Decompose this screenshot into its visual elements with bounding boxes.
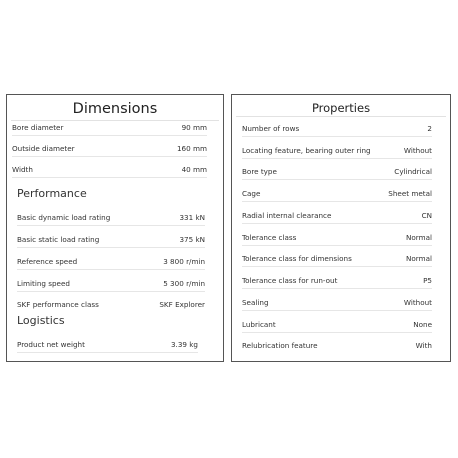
- row-divider: [242, 266, 432, 267]
- row-divider: [17, 247, 205, 248]
- property-label: Relubrication feature: [242, 341, 318, 350]
- divider: [236, 116, 446, 117]
- property-value: CN: [421, 211, 432, 220]
- spec-label: Reference speed: [17, 257, 78, 266]
- property-value: P5: [423, 276, 432, 285]
- spec-value: 40 mm: [181, 165, 207, 174]
- spec-label: Width: [12, 165, 33, 174]
- property-value: Without: [403, 146, 432, 155]
- spec-value: 375 kN: [179, 235, 205, 244]
- row-divider: [242, 332, 432, 333]
- property-label: Sealing: [242, 298, 269, 307]
- property-value: With: [415, 341, 432, 350]
- dimensions-panel: [6, 94, 224, 362]
- performance-heading: Performance: [17, 187, 87, 200]
- properties-title: Properties: [311, 101, 371, 115]
- property-label: Cage: [242, 189, 261, 198]
- property-label: Bore type: [242, 167, 277, 176]
- row-divider: [17, 291, 205, 292]
- spec-value: 90 mm: [181, 123, 207, 132]
- property-value: 2: [427, 124, 432, 133]
- spec-label: Basic static load rating: [17, 235, 100, 244]
- dimensions-title: Dimensions: [72, 101, 158, 117]
- row-divider: [242, 223, 432, 224]
- spec-label: Basic dynamic load rating: [17, 213, 111, 222]
- row-divider: [17, 225, 205, 226]
- property-label: Tolerance class: [242, 233, 297, 242]
- property-label: Radial internal clearance: [242, 211, 332, 220]
- property-value: Normal: [405, 254, 432, 263]
- property-value: Normal: [405, 233, 432, 242]
- row-divider: [17, 269, 205, 270]
- spec-value: 3 800 r/min: [163, 257, 205, 266]
- spec-value: 3.39 kg: [170, 340, 198, 349]
- row-divider: [12, 135, 207, 136]
- property-label: Locating feature, bearing outer ring: [242, 146, 371, 155]
- spec-value: 160 mm: [176, 144, 207, 153]
- row-divider: [12, 177, 207, 178]
- spec-label: Bore diameter: [12, 123, 64, 132]
- property-value: Without: [403, 298, 432, 307]
- row-divider: [242, 201, 432, 202]
- spec-label: SKF performance class: [17, 300, 99, 309]
- row-divider: [242, 288, 432, 289]
- property-label: Lubricant: [242, 320, 276, 329]
- row-divider: [242, 310, 432, 311]
- row-divider: [242, 179, 432, 180]
- spec-value: 331 kN: [179, 213, 205, 222]
- properties-panel: [231, 94, 451, 362]
- spec-label: Outside diameter: [12, 144, 75, 153]
- row-divider: [242, 158, 432, 159]
- divider: [11, 120, 219, 121]
- spec-value: SKF Explorer: [159, 300, 205, 309]
- row-divider: [17, 352, 198, 353]
- row-divider: [242, 245, 432, 246]
- spec-label: Product net weight: [17, 340, 85, 349]
- row-divider: [242, 136, 432, 137]
- property-label: Tolerance class for dimensions: [242, 254, 352, 263]
- row-divider: [12, 156, 207, 157]
- logistics-heading: Logistics: [17, 314, 65, 327]
- property-value: Sheet metal: [388, 189, 432, 198]
- property-label: Number of rows: [242, 124, 300, 133]
- property-label: Tolerance class for run-out: [242, 276, 338, 285]
- spec-label: Limiting speed: [17, 279, 70, 288]
- property-value: Cylindrical: [394, 167, 432, 176]
- property-value: None: [413, 320, 432, 329]
- spec-value: 5 300 r/min: [163, 279, 205, 288]
